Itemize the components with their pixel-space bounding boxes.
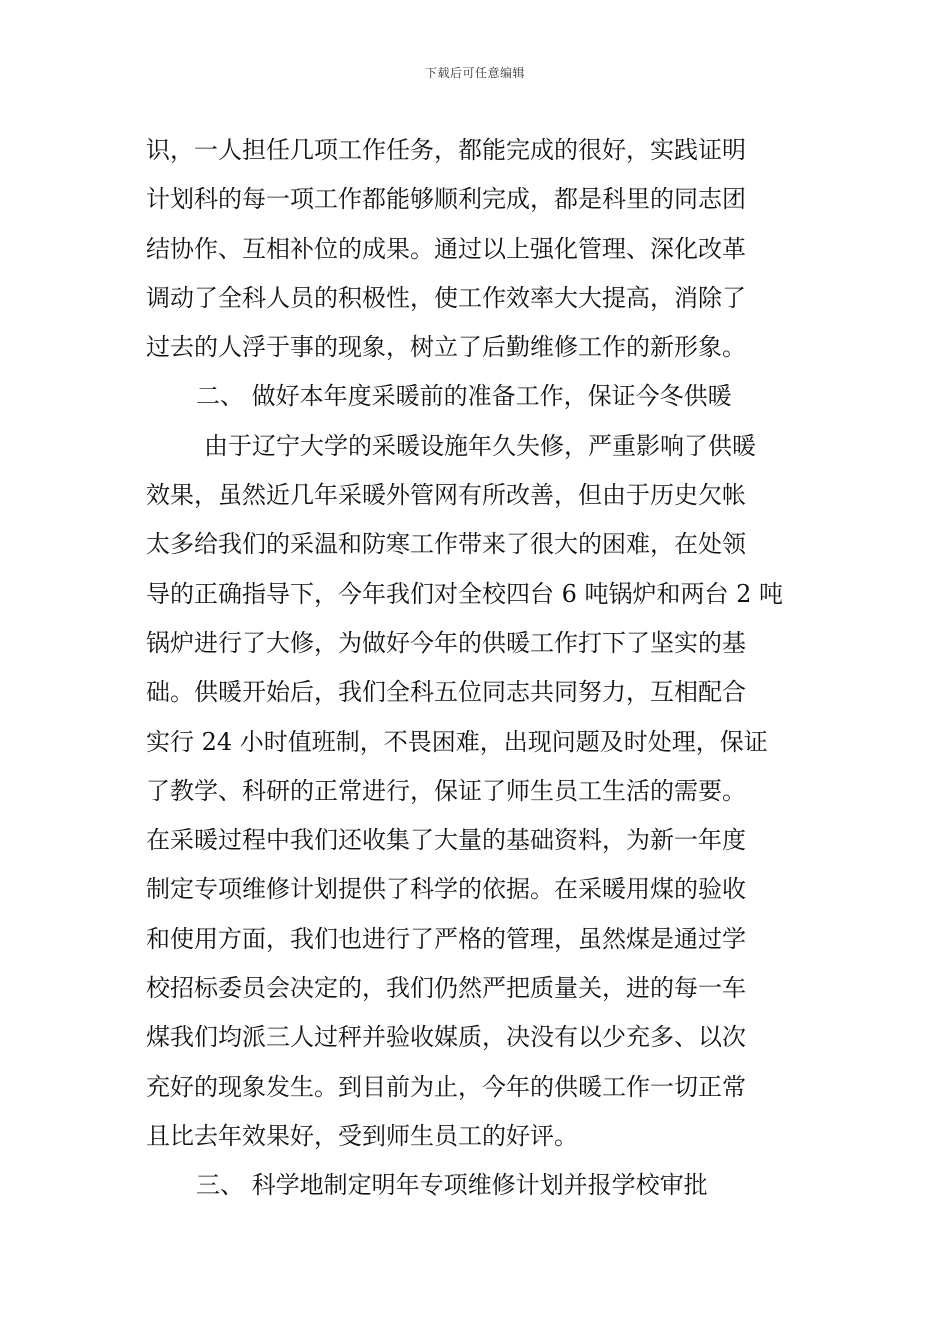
text-line: 充好的现象发生。到目前为止，今年的供暖工作一切正常 xyxy=(146,1072,746,1101)
text-line: 由于辽宁大学的采暖设施年久失修，严重影响了供暖 xyxy=(204,431,756,460)
section-heading: 二、 做好本年度采暖前的准备工作，保证今冬供暖 xyxy=(196,382,732,411)
text-line: 结协作、互相补位的成果。通过以上强化管理、深化改革 xyxy=(146,234,746,263)
text-line: 制定专项维修计划提供了科学的依据。在采暖用煤的验收 xyxy=(146,875,746,904)
text-line: 锅炉进行了大修，为做好今年的供暖工作打下了坚实的基 xyxy=(146,628,746,657)
text-line: 太多给我们的采温和防寒工作带来了很大的困难，在处领 xyxy=(146,530,746,559)
text-line: 在采暖过程中我们还收集了大量的基础资料，为新一年度 xyxy=(146,826,746,855)
text-line: 效果，虽然近几年采暖外管网有所改善，但由于历史欠帐 xyxy=(146,481,746,510)
text-line: 过去的人浮于事的现象，树立了后勤维修工作的新形象。 xyxy=(146,333,746,362)
text-line: 校招标委员会决定的，我们仍然严把质量关，进的每一车 xyxy=(146,974,746,1003)
page-header: 下载后可任意编辑 xyxy=(424,66,525,80)
document-body xyxy=(146,126,810,1211)
text-line: 且比去年效果好，受到师生员工的好评。 xyxy=(146,1121,578,1150)
text-line: 实行 24 小时值班制，不畏困难，出现问题及时处理，保证 xyxy=(146,727,768,756)
text-line: 础。供暖开始后，我们全科五位同志共同努力，互相配合 xyxy=(146,678,746,707)
text-line: 导的正确指导下，今年我们对全校四台 6 吨锅炉和两台 2 吨 xyxy=(146,579,784,608)
text-line: 计划科的每一项工作都能够顺利完成，都是科里的同志团 xyxy=(146,185,746,214)
text-line: 识，一人担任几项工作任务，都能完成的很好，实践证明 xyxy=(146,136,746,164)
section-heading: 三、 科学地制定明年专项维修计划并报学校审批 xyxy=(196,1171,708,1200)
text-line: 煤我们均派三人过秤并验收媒质，决没有以少充多、以次 xyxy=(146,1023,746,1052)
text-line: 了教学、科研的正常进行，保证了师生员工生活的需要。 xyxy=(146,776,746,805)
text-line: 和使用方面，我们也进行了严格的管理，虽然煤是通过学 xyxy=(146,924,746,953)
text-line: 调动了全科人员的积极性，使工作效率大大提高，消除了 xyxy=(146,283,746,312)
